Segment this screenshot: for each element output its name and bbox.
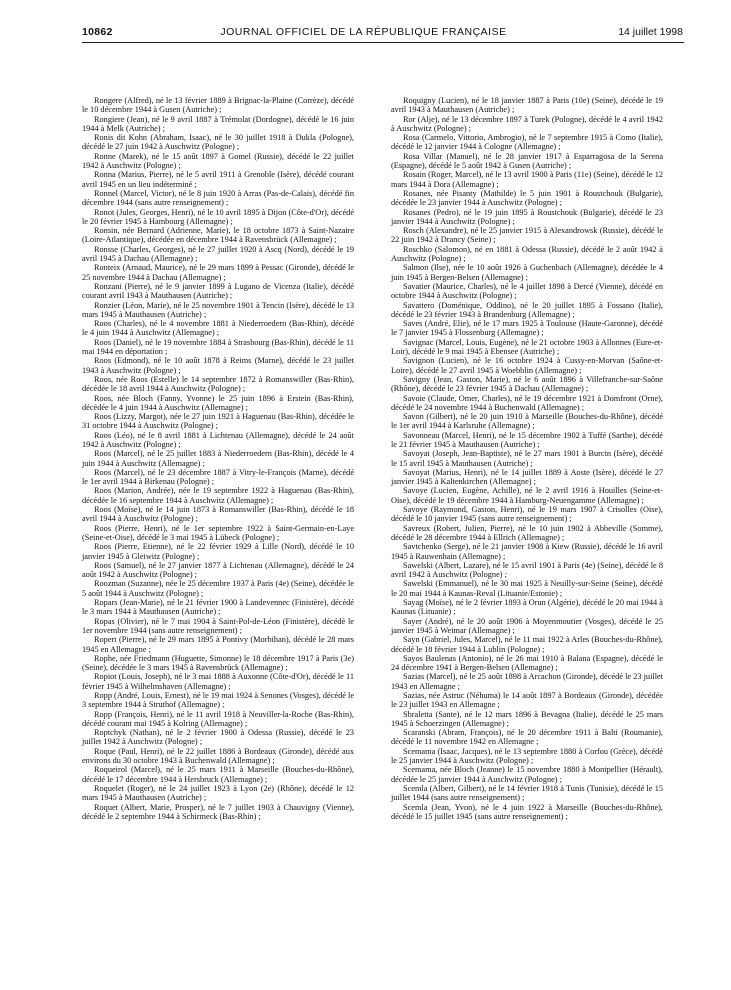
entry-paragraph: Roquet (Albert, Marie, Prosper), né le 7 juillet 1903 à Chauvigny (Vienne), décédé le 2 septembre 1944 à Schirmeck (Bas-Rhin) ;: [82, 802, 354, 821]
entry-paragraph: Sayag (Moïse), né le 2 février 1893 à Orun (Algérie), décédé le 20 mai 1944 à Kaunas (Lituanie) ;: [391, 598, 663, 617]
entry-paragraph: Scaranski (Abram, François), né le 20 décembre 1911 à Balti (Roumanie), décédé le 11 novembre 1942 en Allemagne ;: [391, 728, 663, 747]
entry-paragraph: Roos (Samuel), né le 27 janvier 1877 à Lichtenau (Allemagne), décédé le 24 août 1942 à Auschwitz (Pologne) ;: [82, 560, 354, 580]
right-column: [391, 96, 663, 821]
entry-paragraph: Savon (Gilbert), né le 20 juin 1910 à Marseille (Bouches-du-Rhône), décédé le 1er avril 1944 à Karlsruhe (Allemagne) ;: [391, 412, 663, 431]
entry-paragraph: Sbraletta (Sante), né le 12 mars 1896 à Bevagna (Italie), décédé le 25 mars 1945 à Schoerzingen (Allemagne) ;: [391, 709, 663, 728]
entry-paragraph: Roos (Edmond), né le 10 août 1878 à Reims (Marne), décédé le 23 juillet 1943 à Auschwitz (Pologne) ;: [82, 356, 354, 375]
entry-paragraph: Ropiot (Louis, Joseph), né le 3 mai 1888 à Auxonne (Côte-d'Or), décédé le 11 février 1945 à Wilhelmshaven (Allemagne) ;: [82, 672, 354, 691]
entry-paragraph: Savoye (Lucien, Eugène, Achille), né le 2 avril 1916 à Houilles (Seine-et-Oise), décédé le 19 décembre 1944 à Hamburg-Neuengamme (Allemagne) ;: [391, 486, 663, 505]
entry-paragraph: Savigny (Jean, Gaston, Marie), né le 6 août 1896 à Villefranche-sur-Saône (Rhône), décédé le 23 février 1945 à Dachau (Allemagne) ;: [391, 374, 663, 394]
entry-paragraph: Rosanes (Pedro), né le 19 juin 1895 à Roustchouk (Bulgarie), décédé le 23 janvier 1944 à Auschwitz (Pologne) ;: [391, 207, 663, 226]
entry-paragraph: Ror (Alje), né le 13 décembre 1897 à Turek (Pologne), décédé le 4 avril 1942 à Auschwitz (Pologne) ;: [391, 114, 663, 133]
entry-paragraph: Savattero (Doménique, Oddino), né le 20 juillet 1895 à Fossano (Italie), décédé le 23 février 1943 à Brandenburg (Allemagne) ;: [391, 300, 663, 319]
entry-paragraph: Rosa Villar (Manuel), né le 28 janvier 1917 à Esparragosa de la Serena (Espagne), décédé le 5 août 1942 à Gusen (Autriche) ;: [391, 151, 663, 171]
entry-paragraph: Sawelski (Emmanuel), né le 30 mai 1925 à Neuilly-sur-Seine (Seine), décédé le 20 mai 1944 à Kaunas-Reval (Lituanie/Estonie) ;: [391, 579, 663, 598]
entry-paragraph: Ropars (Jean-Marie), né le 21 février 1900 à Landevennec (Finistère), décédé le 3 mars 1944 à Mauthausen (Autriche) ;: [82, 598, 354, 617]
entry-paragraph: Sazias (Marcel), né le 25 août 1898 à Arcachon (Gironde), décédé le 23 juillet 1943 en Allemagne ;: [391, 672, 663, 691]
entry-paragraph: Ronis dit Kohn (Abraham, Isaac), né le 30 juillet 1918 à Dukla (Pologne), décédé le 27 juin 1942 à Auschwitz (Pologne) ;: [82, 133, 354, 152]
entry-paragraph: Ropert (Pierre), né le 29 mars 1895 à Pontivy (Morbihan), décédé le 28 mars 1945 en Allemagne ;: [82, 635, 354, 654]
publication-date: 14 juillet 1998: [618, 26, 683, 38]
entry-paragraph: Rosanes, née Pisanty (Mathilde) le 5 juin 1901 à Roustchouk (Bulgarie), décédée le 23 janvier 1944 à Auschwitz (Pologne) ;: [391, 188, 663, 208]
entry-paragraph: Rosch (Alexandre), né le 25 janvier 1915 à Alexandrowsk (Russie), décédé le 22 juin 1942 à Drancy (Seine) ;: [391, 226, 663, 245]
entry-paragraph: Roquelet (Roger), né le 24 juillet 1923 à Lyon (2e) (Rhône), décédé le 12 mars 1945 à Mauthausen (Autriche) ;: [82, 783, 354, 803]
entry-paragraph: Ropp (François, Henri), né le 11 avril 1918 à Neuviller-la-Roche (Bas-Rhin), décédé courant mai 1945 à Kolring (Allemagne) ;: [82, 709, 354, 728]
entry-paragraph: Sayos Baulenas (Antonio), né le 26 mai 1910 à Balana (Espagne), décédé le 24 décembre 1941 à Bergen-Belsen (Allemagne) ;: [391, 653, 663, 673]
entry-paragraph: Roos (Marion, Andrée), née le 19 septembre 1922 à Haguenau (Bas-Rhin), décédée le 16 septembre 1944 à Auschwitz (Allemagne) ;: [82, 486, 354, 505]
entry-paragraph: Ronsin, née Bernard (Adrienne, Marie), le 18 octobre 1873 à Saint-Nazaire (Loire-Atlantique), décédée en décembre 1944 à Ravensbrück (Allemagne) ;: [82, 226, 354, 245]
page-header: [20, 26, 707, 40]
entry-paragraph: Sawelski (Albert, Lazare), né le 15 avril 1901 à Paris (4e) (Seine), décédé le 8 avril 1942 à Auschwitz (Pologne) ;: [391, 560, 663, 580]
entry-paragraph: Roos (Pierre, Henri), né le 1er septembre 1922 à Saint-Germain-en-Laye (Seine-et-Oise), décédé le 3 mai 1945 à Lübeck (Pologne) ;: [82, 523, 354, 542]
left-column: [82, 96, 354, 821]
entry-paragraph: Roqueirol (Marcel), né le 25 mars 1911 à Marseille (Bouches-du-Rhône), décédé le 17 décembre 1944 à Hersbruck (Allemagne) ;: [82, 765, 354, 784]
entry-paragraph: Roos (Moïse), né le 14 juin 1873 à Romanswiller (Bas-Rhin), décédé le 18 avril 1944 à Auschwitz (Pologne) ;: [82, 505, 354, 524]
entry-paragraph: Savonneau (Marcel, Henri), né le 15 décembre 1902 à Tuffé (Sarthe), décédé le 21 février 1945 à Mauthausen (Autriche) ;: [391, 430, 663, 449]
entry-paragraph: Rophe, née Friedmann (Huguette, Simonne) le 18 décembre 1917 à Paris (3e) (Seine), décédée le 3 mars 1945 à Ravensbrück (Allemagne) ;: [82, 653, 354, 673]
entry-paragraph: Ronsse (Charles, Georges), né le 27 juillet 1920 à Ascq (Nord), décédé le 19 avril 1945 à Dachau (Allemagne) ;: [82, 244, 354, 264]
header-rule: [82, 42, 684, 43]
entry-paragraph: Ronteix (Arnaud, Maurice), né le 29 mars 1899 à Pessac (Gironde), décédé le 25 novembre 1944 à Dachau (Allemagne) ;: [82, 263, 354, 282]
entry-paragraph: Rongiere (Jean), né le 9 avril 1887 à Trémolat (Dordogne), décédé le 16 juin 1944 à Melk (Autriche) ;: [82, 114, 354, 133]
entry-paragraph: Roquigny (Lucien), né le 18 janvier 1887 à Paris (10e) (Seine), décédé le 19 avril 1943 à Mauthausen (Autriche) ;: [391, 96, 663, 115]
entry-paragraph: Roos (Pierre, Etienne), né le 22 février 1929 à Lille (Nord), décédé le 10 janvier 1945 à Gleiwitz (Pologne) ;: [82, 542, 354, 561]
entry-paragraph: Rongere (Alfred), né le 13 février 1889 à Brignac-la-Plaine (Corrèze), décédé le 10 décembre 1944 à Gusen (Autriche) ;: [82, 96, 354, 115]
entry-paragraph: Ronne (Marek), né le 15 août 1897 à Gomel (Russie), décédé le 22 juillet 1942 à Auschwitz (Pologne) ;: [82, 151, 354, 171]
entry-paragraph: Roptchyk (Nathan), né le 2 février 1900 à Odessa (Russie), décédé le 23 juillet 1942 à Auschwitz (Pologne) ;: [82, 728, 354, 747]
entry-paragraph: Roos, née Bloch (Fanny, Yvonne) le 25 juin 1896 à Erstein (Bas-Rhin), décédée le 4 juin 1944 à Auschwitz (Allemagne) ;: [82, 393, 354, 412]
entry-paragraph: Ronot (Jules, Georges, Henri), né le 10 avril 1895 à Dijon (Côte-d'Or), décédé le 20 février 1945 à Hambourg (Allemagne) ;: [82, 207, 354, 226]
entry-paragraph: Sayn (Gabriel, Jules, Marcel), né le 11 mai 1922 à Arles (Bouches-du-Rhône), décédé le 18 février 1944 à Lublin (Pologne) ;: [391, 635, 663, 654]
journal-title: JOURNAL OFFICIEL DE LA RÉPUBLIQUE FRANÇAISE: [220, 26, 507, 38]
entry-paragraph: Savtchenko (Serge), né le 21 janvier 1908 à Kiew (Russie), décédé le 16 avril 1945 à Rauwenhain (Allemagne) ;: [391, 542, 663, 561]
entry-paragraph: Ronzani (Pierre), né le 9 janvier 1899 à Lugano de Vicenza (Italie), décédé courant avril 1943 à Mauthausen (Autriche) ;: [82, 281, 354, 301]
page-number: 10862: [82, 26, 113, 38]
entry-paragraph: Savoyat (Joseph, Jean-Baptiste), né le 27 mars 1901 à Burcin (Isère), décédé le 15 avril 1945 à Mauthausen (Autriche) ;: [391, 449, 663, 468]
entry-paragraph: Savignon (Lucien), né le 16 octobre 1924 à Cussy-en-Morvan (Saône-et-Loire), décédé le 27 avril 1945 à Woebblin (Allemagne) ;: [391, 356, 663, 375]
entry-paragraph: Rosa (Carmelo, Vittorio, Ambrogio), né le 7 septembre 1915 à Como (Italie), décédé le 12 janvier 1944 à Cologne (Allemagne) ;: [391, 133, 663, 152]
entry-paragraph: Roschko (Salomon), né en 1881 à Odessa (Russie), décédé le 2 août 1942 à Auschwitz (Pologne) ;: [391, 244, 663, 264]
entry-paragraph: Savatier (Maurice, Charles), né le 4 juillet 1898 à Dercé (Vienne), décédé en octobre 1944 à Auschwitz (Pologne) ;: [391, 281, 663, 301]
entry-paragraph: Saves (André, Elie), né le 17 mars 1925 à Toulouse (Haute-Garonne), décédé le 7 janvier 1945 à Flossenburg (Allemagne) ;: [391, 319, 663, 338]
entry-paragraph: Roos (Lizzy, Margot), née le 27 juin 1921 à Haguenau (Bas-Rhin), décédée le 31 octobre 1944 à Auschwitz (Pologne) ;: [82, 412, 354, 431]
entry-paragraph: Roos (Daniel), né le 19 novembre 1884 à Strasbourg (Bas-Rhin), décédé le 11 mai 1944 en déportation ;: [82, 337, 354, 357]
entry-paragraph: Scemla (Albert, Gilbert), né le 14 février 1918 à Tunis (Tunisie), décédé le 15 juillet 1944 (sans autre renseignement) ;: [391, 783, 663, 803]
entry-paragraph: Savoye (Raymond, Gaston, Henri), né le 19 mars 1907 à Crisolles (Oise), décédé le 10 janvier 1945 (sans autre renseignement) ;: [391, 505, 663, 524]
entry-paragraph: Roos, née Roos (Estelle) le 14 septembre 1872 à Romanswiller (Bas-Rhin), décédée le 18 avril 1944 à Auschwitz (Pologne) ;: [82, 374, 354, 394]
entry-paragraph: Roos (Marcel), né le 23 décembre 1887 à Vitry-le-François (Marne), décédé le 1er avril 1944 à Birkenau (Pologne) ;: [82, 467, 354, 487]
entry-paragraph: Ronnel (Marcel, Victor), né le 8 juin 1920 à Arras (Pas-de-Calais), décédé fin décembre 1944 (sans autre renseignement) ;: [82, 188, 354, 208]
entry-paragraph: Savoie (Claude, Omer, Charles), né le 19 décembre 1921 à Domfront (Orne), décédé le 24 novembre 1944 à Buchenwald (Allemagne) ;: [391, 393, 663, 412]
entry-paragraph: Savoyat (Marius, Henri), né le 14 juillet 1889 à Aoste (Isère), décédé le 27 janvier 1945 à Kaltenkirchen (Allemagne) ;: [391, 467, 663, 487]
entry-paragraph: Scemama (Isaac, Jacques), né le 13 septembre 1880 à Corfou (Grèce), décédé le 25 janvier 1944 à Auschwitz (Pologne) ;: [391, 746, 663, 766]
entry-paragraph: Scemla (Jean, Yvon), né le 4 juin 1922 à Marseille (Bouches-du-Rhône), décédé le 15 juillet 1945 (sans autre renseignement) ;: [391, 802, 663, 821]
entry-paragraph: Ronzier (Léon, Marie), né le 25 novembre 1901 à Tencin (Isère), décédé le 13 mars 1945 à Mauthausen (Autriche) ;: [82, 300, 354, 319]
entry-paragraph: Sayer (André), né le 20 août 1906 à Moyenmoutier (Vosges), décédé le 25 janvier 1945 à Weimar (Allemagne) ;: [391, 616, 663, 635]
entry-paragraph: Roozman (Suzanne), née le 25 décembre 1937 à Paris (4e) (Seine), décédée le 5 août 1944 à Auschwitz (Pologne) ;: [82, 579, 354, 598]
entry-paragraph: Rosain (Roger, Marcel), né le 13 avril 1900 à Paris (11e) (Seine), décédé le 12 mars 1944 à Dora (Allemagne) ;: [391, 170, 663, 189]
entry-paragraph: Scemama, née Bloch (Jeanne) le 15 novembre 1880 à Montpellier (Hérault), décédée le 25 janvier 1944 à Auschwitz (Pologne) ;: [391, 765, 663, 784]
entry-paragraph: Ropas (Olivier), né le 7 mai 1904 à Saint-Pol-de-Léon (Finistère), décédé le 1er novembre 1944 (sans autre renseignement) ;: [82, 616, 354, 635]
entry-paragraph: Savignac (Marcel, Louis, Eugène), né le 21 octobre 1903 à Allonnes (Eure-et-Loir), décédé le 9 mai 1945 à Ebensee (Autriche) ;: [391, 337, 663, 357]
entry-paragraph: Roos (Charles), né le 4 novembre 1881 à Niederroedern (Bas-Rhin), décédé le 4 juin 1944 à Auschwitz (Allemagne) ;: [82, 319, 354, 338]
entry-paragraph: Sazias, née Astruc (Néhuma) le 14 août 1897 à Bordeaux (Gironde), décédée le 23 juillet 1943 en Allemagne ;: [391, 691, 663, 710]
entry-paragraph: Roque (Paul, Henri), né le 22 juillet 1886 à Bordeaux (Gironde), décédé aux environs du 30 octobre 1943 à Buchenwald (Allemagne) ;: [82, 746, 354, 766]
entry-paragraph: Roos (Marcel), né le 25 juillet 1883 à Niederroedern (Bas-Rhin), décédé le 4 juin 1944 à Auschwitz (Allemagne) ;: [82, 449, 354, 468]
entry-paragraph: Salmon (Ilse), née le 10 août 1926 à Guchenbach (Allemagne), décédée le 4 juin 1945 à Bergen-Belsen (Allemagne) ;: [391, 263, 663, 282]
entry-paragraph: Savreux (Robert, Julien, Pierre), né le 10 juin 1902 à Abbeville (Somme), décédé le 28 décembre 1944 à Ellrich (Allemagne) ;: [391, 523, 663, 542]
entry-paragraph: Ronna (Marius, Pierre), né le 5 avril 1911 à Grenoble (Isère), décédé courant avril 1945 en un lieu indéterminé ;: [82, 170, 354, 189]
entry-paragraph: Roos (Léo), né le 8 avril 1881 à Lichtenau (Allemagne), décédé le 24 août 1942 à Auschwitz (Pologne) ;: [82, 430, 354, 449]
entry-paragraph: Ropp (André, Louis, Ernest), né le 19 mai 1924 à Senones (Vosges), décédé le 3 septembre 1944 à Struthof (Allemagne) ;: [82, 691, 354, 710]
